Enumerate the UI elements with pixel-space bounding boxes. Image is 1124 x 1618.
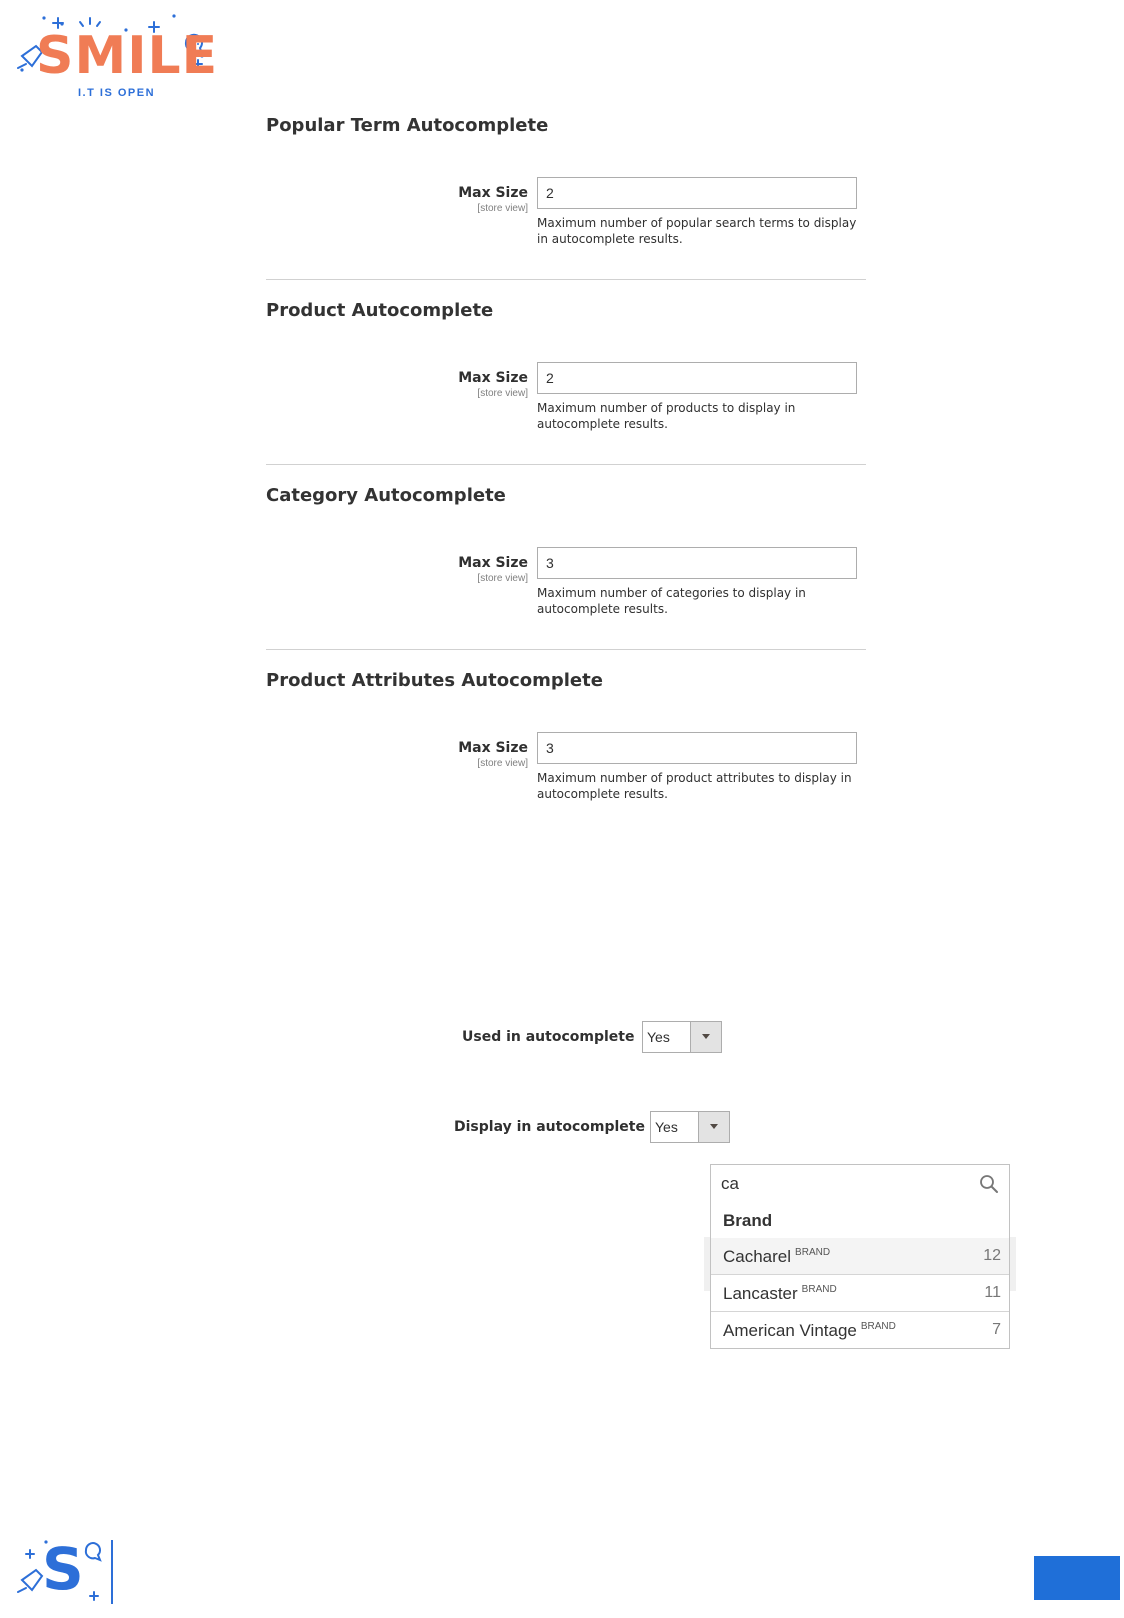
field-label: Max Size: [458, 555, 528, 571]
field-label: Max Size: [458, 185, 528, 201]
highlight-shade: [1010, 1237, 1016, 1291]
select-value: Yes: [655, 1119, 678, 1135]
max-size-input[interactable]: [537, 177, 857, 209]
section-divider: [266, 649, 866, 650]
search-icon[interactable]: [979, 1174, 999, 1194]
section-title: Popular Term Autocomplete: [266, 115, 549, 136]
field-scope: [store view]: [477, 573, 528, 584]
used-in-autocomplete-select[interactable]: [642, 1021, 722, 1053]
search-box[interactable]: [710, 1164, 1010, 1202]
field-scope: [store view]: [477, 203, 528, 214]
field-scope: [store view]: [477, 758, 528, 769]
section-divider: [266, 464, 866, 465]
footer-letter: S: [42, 1535, 84, 1603]
result-item[interactable]: [711, 1274, 1009, 1311]
max-size-input[interactable]: [537, 362, 857, 394]
chevron-down-icon: [710, 1124, 718, 1129]
field-note: Maximum number of product attributes to display in autocomplete results.: [537, 771, 852, 801]
section-title: Product Autocomplete: [266, 300, 494, 321]
field-note: Maximum number of categories to display in autocomplete results.: [537, 586, 806, 616]
logo-tagline: I.T IS OPEN: [78, 87, 156, 99]
max-size-input[interactable]: [537, 732, 857, 764]
smile-logo: [14, 12, 219, 102]
footer-divider: [111, 1540, 113, 1604]
field-note: Maximum number of products to display in autocomplete results.: [537, 401, 796, 431]
field-note: Maximum number of popular search terms to display in autocomplete results.: [537, 216, 857, 246]
logo-word: SMILE: [36, 26, 219, 86]
section-title: Category Autocomplete: [266, 485, 506, 506]
footer-logo: [16, 1536, 116, 1606]
section-title: Product Attributes Autocomplete: [266, 670, 603, 691]
result-count: 12: [983, 1247, 1001, 1264]
display-in-autocomplete-label: Display in autocomplete: [454, 1119, 645, 1135]
result-type: BRAND: [801, 1284, 837, 1296]
max-size-input[interactable]: [537, 547, 857, 579]
result-item[interactable]: [711, 1311, 1009, 1348]
field-label: Max Size: [458, 370, 528, 386]
result-type: BRAND: [795, 1247, 831, 1259]
used-in-autocomplete-label: Used in autocomplete: [462, 1029, 635, 1045]
result-count: 7: [992, 1321, 1001, 1338]
autocomplete-results: [710, 1201, 1010, 1349]
result-item[interactable]: [711, 1238, 1009, 1274]
result-group-title: Brand: [723, 1211, 773, 1230]
result-name: American Vintage: [723, 1321, 857, 1340]
select-value: Yes: [647, 1029, 670, 1045]
result-name: Cacharel: [723, 1247, 792, 1266]
chevron-down-icon: [702, 1034, 710, 1039]
field-label: Max Size: [458, 740, 528, 756]
search-query: ca: [721, 1174, 739, 1193]
result-type: BRAND: [860, 1321, 896, 1333]
result-count: 11: [984, 1284, 1001, 1301]
result-name: Lancaster: [723, 1284, 798, 1303]
footer-accent-block: [1034, 1556, 1120, 1600]
section-divider: [266, 279, 866, 280]
display-in-autocomplete-select[interactable]: [650, 1111, 730, 1143]
select-toggle[interactable]: [698, 1112, 729, 1142]
field-scope: [store view]: [477, 388, 528, 399]
select-toggle[interactable]: [690, 1022, 721, 1052]
